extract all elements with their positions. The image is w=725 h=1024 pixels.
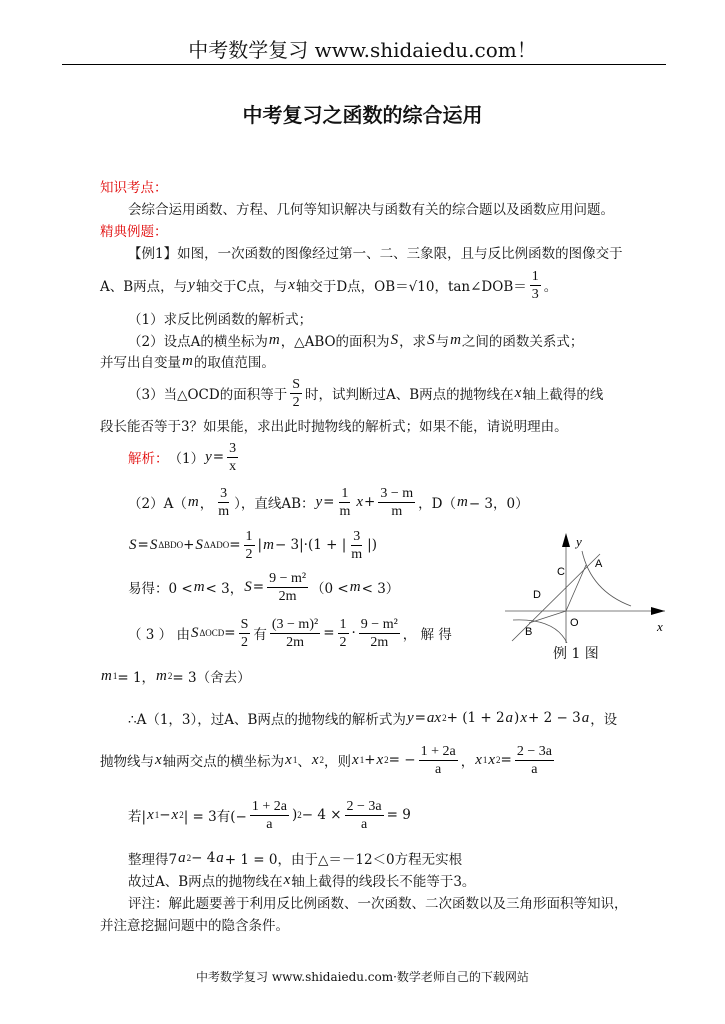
- text-run: A、B两点，与: [100, 279, 188, 295]
- subscript: 2: [167, 671, 173, 681]
- math-variable: a: [505, 709, 514, 726]
- numerator: 1: [341, 485, 349, 501]
- subscript: 2: [179, 810, 184, 820]
- text-run: 轴上截得的线: [522, 387, 604, 403]
- fraction: [227, 440, 238, 475]
- fraction: [216, 485, 231, 520]
- text-run: =: [323, 625, 335, 641]
- text-run: +: [364, 752, 376, 768]
- math-variable: y: [205, 448, 212, 465]
- label-b: B: [525, 626, 533, 638]
- label-d: D: [533, 589, 541, 601]
- text-run: ·: [351, 625, 356, 641]
- fraction: [239, 616, 251, 651]
- math-variable: a: [216, 849, 224, 866]
- text-run: 轴上截得的线段长不能等于3。: [291, 874, 476, 890]
- numerator: 9 − m²: [269, 570, 307, 586]
- text-run: − 4 ×: [301, 807, 342, 823]
- math-variable: y: [406, 709, 414, 726]
- numerator: (3 − m)²: [271, 616, 319, 632]
- subscript: ΔOCD: [199, 628, 225, 638]
- page-header: 中考数学复习 www.shidaiedu.com！: [188, 38, 537, 62]
- text-run: （3）当△OCD的面积等于: [128, 387, 288, 403]
- text-run: =: [414, 710, 426, 726]
- subscript: 2: [319, 755, 325, 765]
- numerator: S: [292, 376, 300, 392]
- text-run: ): [291, 807, 298, 823]
- text-run: + 2 − 3: [528, 710, 581, 726]
- math-variable: x: [352, 751, 359, 768]
- math-variable: x: [147, 806, 154, 823]
- text-run: ，设: [590, 712, 618, 728]
- math-variable: x: [285, 751, 292, 768]
- text-run: + 1 = 0，由于△＝－12＜0方程无实根: [224, 852, 463, 868]
- text-run: = 3（舍去）: [172, 670, 251, 686]
- text-run: < 3，: [205, 581, 244, 597]
- fraction: [267, 570, 308, 605]
- numerator: 9 − m²: [360, 616, 398, 632]
- text-line: [128, 798, 411, 832]
- text-run: |: [257, 537, 263, 553]
- segment-oa: [566, 565, 586, 611]
- fraction: [530, 268, 541, 303]
- label-o: O: [570, 617, 579, 629]
- text-run: =: [323, 494, 335, 510]
- math-variable: x: [488, 751, 496, 768]
- denominator: 2: [240, 634, 248, 650]
- numerator: 1: [339, 616, 347, 632]
- subscript: 2: [384, 755, 389, 765]
- numerator: S: [240, 616, 249, 632]
- math-variable: x: [171, 806, 179, 823]
- numerator: 1: [245, 528, 253, 544]
- text-run: 若|: [128, 809, 147, 825]
- text-run: 评注：解此题要善于利用反比例函数、一次函数、二次函数以及三角形面积等知识，: [128, 896, 628, 912]
- numerator: 1: [531, 268, 539, 284]
- math-variable: a: [178, 849, 186, 866]
- text-run: − 3|·(1 + |: [274, 537, 347, 553]
- fraction: [338, 616, 349, 651]
- text-run: （ 3 ） 由: [128, 627, 190, 643]
- fraction: [359, 616, 400, 651]
- denominator: m: [351, 546, 363, 562]
- math-variable: m: [182, 352, 193, 369]
- text-run: 有: [253, 627, 267, 643]
- math-variable: x: [155, 751, 162, 768]
- label-y: y: [576, 534, 582, 549]
- denominator: 2m: [286, 634, 304, 650]
- numerator: 1 + 2a: [251, 798, 287, 814]
- math-variable: m: [156, 667, 167, 684]
- superscript: 2: [186, 853, 192, 863]
- text-line: [100, 219, 168, 241]
- fraction: [345, 798, 384, 833]
- text-run: 轴交于D点，OB＝√10，tan∠DOB＝: [295, 279, 527, 295]
- text-run: 之间的函数关系式；: [461, 334, 584, 350]
- superscript: 2: [297, 810, 302, 820]
- numerator: 3 − m: [380, 485, 414, 501]
- subscript: 2: [496, 755, 501, 765]
- text-line: [128, 891, 628, 913]
- fraction: [378, 485, 415, 520]
- text-line: [128, 440, 241, 474]
- fraction: [290, 376, 302, 411]
- hyperbola-branch-1: [582, 551, 631, 606]
- math-variable: S: [390, 331, 399, 348]
- math-variable: x: [520, 709, 527, 726]
- math-variable: x: [283, 871, 291, 888]
- math-variable: ax: [426, 709, 442, 726]
- text-line: [128, 707, 617, 729]
- text-run: 段长能否等于3？如果能，求出此时抛物线的解析式；如果不能，请说明理由。: [100, 419, 568, 435]
- denominator: a: [266, 816, 273, 832]
- section-heading: 精典例题：: [100, 224, 168, 240]
- text-line: [128, 528, 377, 562]
- denominator: a: [360, 816, 368, 832]
- math-variable: S: [190, 624, 199, 641]
- text-run: − 4: [191, 850, 216, 866]
- label-x: x: [657, 619, 663, 634]
- text-line: [128, 869, 475, 891]
- math-variable: m: [101, 667, 112, 684]
- text-run: ，D（: [418, 496, 456, 512]
- text-run: 并写出自变量: [100, 355, 181, 371]
- text-run: ，则: [324, 754, 352, 770]
- header-divider: [62, 64, 666, 65]
- fraction: [515, 743, 554, 778]
- text-run: =: [212, 449, 225, 465]
- text-run: −: [159, 807, 171, 823]
- text-run: =: [229, 537, 241, 553]
- fraction: [337, 485, 352, 520]
- text-line: [128, 241, 623, 263]
- text-run: 并注意挖掘问题中的隐含条件。: [100, 918, 289, 934]
- math-variable: x: [311, 751, 319, 768]
- math-variable: m: [456, 493, 468, 510]
- numerator: 3: [353, 528, 361, 544]
- subscript: ΔADO: [203, 540, 230, 550]
- subscript: 1: [112, 671, 118, 681]
- text-run: 轴两交点的横坐标为: [162, 754, 285, 770]
- document-title: 中考复习之函数的综合运用: [242, 103, 483, 127]
- text-run: < 3）: [361, 581, 400, 597]
- fraction: [250, 798, 289, 833]
- numerator: 3: [220, 485, 228, 501]
- text-run: 与: [435, 334, 450, 350]
- text-run: （1）: [168, 451, 205, 467]
- text-run: ): [514, 710, 520, 726]
- hyperbola-branch-2: [513, 620, 567, 643]
- text-line: [128, 616, 452, 650]
- denominator: m: [339, 503, 351, 519]
- text-run: ），直线AB：: [234, 496, 315, 512]
- numerator: 2 − 3a: [516, 743, 552, 759]
- denominator: 3: [531, 286, 539, 302]
- text-run: 整理得7: [128, 852, 178, 868]
- label-a: A: [595, 558, 603, 570]
- text-line: [128, 376, 604, 410]
- denominator: m: [218, 503, 230, 519]
- text-run: |): [367, 537, 377, 553]
- text-run: ， 解 得: [402, 627, 452, 643]
- superscript: 2: [442, 713, 447, 723]
- text-line: [128, 847, 462, 869]
- text-run: ，: [460, 754, 475, 770]
- math-variable: y: [188, 276, 195, 293]
- math-variable: x: [376, 751, 384, 768]
- text-line: [128, 197, 614, 219]
- math-variable: x: [514, 384, 522, 401]
- math-variable: S: [244, 578, 252, 595]
- fraction: [270, 616, 320, 651]
- denominator: a: [435, 761, 442, 777]
- section-heading: 解析：: [128, 451, 169, 467]
- text-run: 、: [297, 754, 311, 770]
- denominator: 2: [339, 634, 347, 650]
- math-variable: S: [129, 536, 137, 553]
- text-line: [100, 913, 289, 935]
- text-run: （0 <: [311, 581, 349, 597]
- math-variable: y: [315, 493, 323, 510]
- text-line: [100, 414, 568, 436]
- text-run: （2）设点A的横坐标为: [128, 334, 268, 350]
- subscript: 1: [154, 810, 160, 820]
- text-run: 【例1】如图，一次函数的图像经过第一、二、三象限，且与反比例函数的图像交于: [128, 246, 623, 262]
- text-line: [100, 665, 251, 687]
- fraction: [244, 528, 255, 563]
- numerator: 2 − 3a: [346, 798, 382, 814]
- text-run: =: [252, 579, 265, 595]
- math-variable: x: [288, 276, 295, 293]
- fraction: [349, 528, 364, 563]
- denominator: m: [391, 503, 403, 519]
- text-run: 会综合运用函数、方程、几何等知识解决与函数有关的综合题以及函数应用问题。: [128, 202, 614, 218]
- denominator: x: [229, 458, 237, 474]
- text-run: + (1 + 2: [446, 710, 505, 726]
- text-line: [128, 329, 583, 351]
- text-run: ，△ABO的面积为: [280, 334, 390, 350]
- text-run: ∴A（1，3），过A、B两点的抛物线的解析式为: [128, 712, 406, 728]
- text-line: [128, 485, 529, 519]
- text-run: = 9: [386, 807, 411, 823]
- text-run: 故过A、B两点的抛物线在: [128, 874, 283, 890]
- numerator: 1 + 2a: [420, 743, 456, 759]
- math-variable: m: [349, 578, 361, 595]
- text-run: （1）求反比例函数的解析式；: [128, 312, 313, 328]
- text-run: 抛物线与: [100, 754, 154, 770]
- text-run: = −: [388, 752, 416, 768]
- math-variable: m: [450, 331, 461, 348]
- text-run: +: [364, 494, 376, 510]
- figure-caption: 例 1 图: [553, 646, 599, 662]
- text-line: [100, 268, 558, 302]
- subscript: 1: [292, 755, 298, 765]
- text-line: [128, 570, 400, 604]
- text-run: − 3，0）: [468, 496, 529, 512]
- x-arrow-icon: [651, 607, 665, 615]
- denominator: 2: [292, 394, 300, 410]
- math-variable: S: [427, 331, 435, 348]
- text-line: [128, 307, 312, 329]
- text-run: ，: [199, 496, 214, 512]
- text-run: 易得：0 <: [128, 581, 193, 597]
- math-variable: a: [581, 709, 590, 726]
- math-variable: S: [149, 536, 158, 553]
- text-run: +: [183, 537, 195, 553]
- text-run: = 1，: [117, 670, 156, 686]
- math-variable: m: [187, 493, 199, 510]
- math-variable: S: [195, 536, 203, 553]
- numerator: 3: [229, 440, 237, 456]
- page-footer: 中考数学复习 www.shidaiedu.com·数学老师自己的下载网站: [196, 970, 529, 984]
- section-heading: 知识考点：: [100, 180, 168, 196]
- label-c: C: [557, 566, 565, 578]
- text-line: [100, 350, 275, 372]
- text-run: =: [500, 752, 512, 768]
- math-variable: x: [475, 751, 482, 768]
- text-run: （2）A（: [128, 496, 187, 512]
- subscript: 1: [359, 755, 365, 765]
- denominator: 2m: [278, 588, 297, 604]
- y-arrow-icon: [562, 533, 570, 547]
- text-run: =: [137, 537, 149, 553]
- math-variable: m: [193, 578, 205, 595]
- denominator: 2: [245, 546, 253, 562]
- subscript: ΔBDO: [158, 540, 184, 550]
- fraction: [419, 743, 458, 778]
- math-variable: x: [356, 493, 364, 510]
- text-line: [100, 175, 168, 197]
- denominator: a: [531, 761, 538, 777]
- text-line: [100, 743, 557, 777]
- example-1-figure: [505, 533, 665, 643]
- math-variable: m: [268, 331, 280, 348]
- text-run: | = 3有(−: [183, 809, 247, 825]
- text-run: ，求: [399, 334, 427, 350]
- math-variable: m: [263, 536, 274, 553]
- text-run: =: [224, 625, 236, 641]
- subscript: 1: [482, 755, 488, 765]
- text-run: 轴交于C点，与: [195, 279, 288, 295]
- denominator: 2m: [370, 634, 389, 650]
- text-run: 的取值范围。: [193, 355, 275, 371]
- text-run: 。: [543, 279, 558, 295]
- text-run: 时，试判断过A、B两点的抛物线在: [305, 387, 514, 403]
